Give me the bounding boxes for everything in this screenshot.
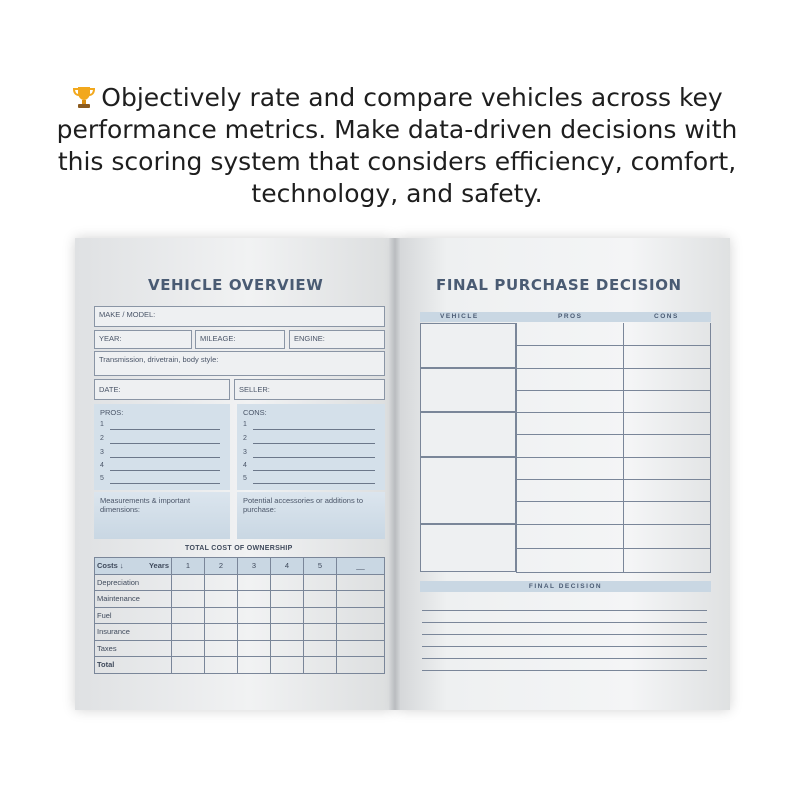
pros-line-4[interactable]: 4: [100, 462, 220, 472]
vehicle-cell-3[interactable]: [420, 412, 516, 457]
final-decision-header: FINAL DECISION: [420, 581, 711, 592]
headline: [40, 82, 754, 210]
table-row: Insurance: [95, 624, 385, 641]
pros-cons-line[interactable]: [516, 390, 711, 391]
cons-panel: [237, 404, 385, 490]
pros-cons-line[interactable]: [516, 368, 711, 369]
pros-cons-line[interactable]: [516, 572, 711, 573]
table-row: Taxes: [95, 640, 385, 657]
trophy-icon: [71, 84, 97, 110]
headline-line-4: technology, and safety.: [251, 179, 543, 208]
vehicle-overview-title: VEHICLE OVERVIEW: [148, 276, 324, 294]
accessories-panel[interactable]: Potential accessories or additions to purchase:: [237, 492, 385, 539]
final-decision-line[interactable]: [422, 610, 707, 611]
pros-line-3[interactable]: 3: [100, 449, 220, 459]
year-col-1: 1: [172, 558, 205, 575]
pros-line-5[interactable]: 5: [100, 475, 220, 485]
table-row: Fuel: [95, 607, 385, 624]
year-field[interactable]: YEAR:: [94, 330, 192, 349]
pros-cons-line[interactable]: [516, 479, 711, 480]
pros-line-1[interactable]: 1: [100, 421, 220, 431]
table-row: Total: [95, 657, 385, 674]
pros-label: PROS:: [100, 408, 124, 417]
pros-line-2[interactable]: 2: [100, 435, 220, 445]
open-book: [75, 238, 730, 710]
cost-header-row: [95, 558, 385, 575]
vehicle-cell-5[interactable]: [420, 524, 516, 572]
final-decision-line[interactable]: [422, 646, 707, 647]
cons-line-3[interactable]: 3: [243, 449, 375, 459]
vehicle-column-header: VEHICLE: [440, 313, 479, 320]
headline-line-3: this scoring system that considers efficiency, comfort,: [57, 147, 737, 176]
cost-of-ownership-table: [94, 557, 385, 674]
cons-column-header: CONS: [654, 313, 679, 320]
table-row: Depreciation: [95, 574, 385, 591]
engine-field[interactable]: ENGINE:: [289, 330, 385, 349]
mileage-field[interactable]: MILEAGE:: [195, 330, 285, 349]
cost-table-title: TOTAL COST OF OWNERSHIP: [185, 545, 293, 552]
pros-panel: [94, 404, 230, 490]
pros-cons-line[interactable]: [516, 501, 711, 502]
final-decision-line[interactable]: [422, 634, 707, 635]
year-col-4: 4: [270, 558, 303, 575]
table-row: Maintenance: [95, 591, 385, 608]
headline-line-1: Objectively rate and compare vehicles across key: [40, 82, 754, 114]
pros-cons-divider-right: [710, 323, 711, 572]
pros-cons-line[interactable]: [516, 524, 711, 525]
transmission-field[interactable]: Transmission, drivetrain, body style:: [94, 351, 385, 376]
costs-years-header: Costs ↓ Years: [95, 558, 172, 575]
final-purchase-title: FINAL PURCHASE DECISION: [436, 276, 682, 294]
cons-line-4[interactable]: 4: [243, 462, 375, 472]
cons-label: CONS:: [243, 408, 267, 417]
seller-field[interactable]: SELLER:: [234, 379, 385, 400]
decision-table-header: [420, 312, 711, 322]
pros-cons-line[interactable]: [516, 457, 711, 458]
headline-line-2: performance metrics. Make data-driven decisions with: [56, 115, 738, 144]
vehicle-cell-1[interactable]: [420, 323, 516, 368]
date-field[interactable]: DATE:: [94, 379, 230, 400]
vehicle-cell-2[interactable]: [420, 368, 516, 412]
pros-cons-line[interactable]: [516, 412, 711, 413]
measurements-panel[interactable]: Measurements & important dimensions:: [94, 492, 230, 539]
pros-cons-divider-mid: [623, 323, 624, 572]
year-col-2: 2: [204, 558, 237, 575]
pros-cons-divider-left: [516, 323, 517, 572]
cons-line-2[interactable]: 2: [243, 435, 375, 445]
pros-cons-line[interactable]: [516, 345, 711, 346]
final-decision-line[interactable]: [422, 622, 707, 623]
book-spine: [389, 238, 401, 710]
pros-cons-line[interactable]: [516, 434, 711, 435]
pros-column-header: PROS: [558, 313, 583, 320]
year-col-3: 3: [237, 558, 270, 575]
final-decision-line[interactable]: [422, 658, 707, 659]
make-model-field[interactable]: MAKE / MODEL:: [94, 306, 385, 327]
year-col-extra: __: [336, 558, 384, 575]
year-col-5: 5: [303, 558, 336, 575]
cons-line-5[interactable]: 5: [243, 475, 375, 485]
vehicle-cell-4[interactable]: [420, 457, 516, 524]
final-decision-line[interactable]: [422, 670, 707, 671]
pros-cons-line[interactable]: [516, 548, 711, 549]
cons-line-1[interactable]: 1: [243, 421, 375, 431]
